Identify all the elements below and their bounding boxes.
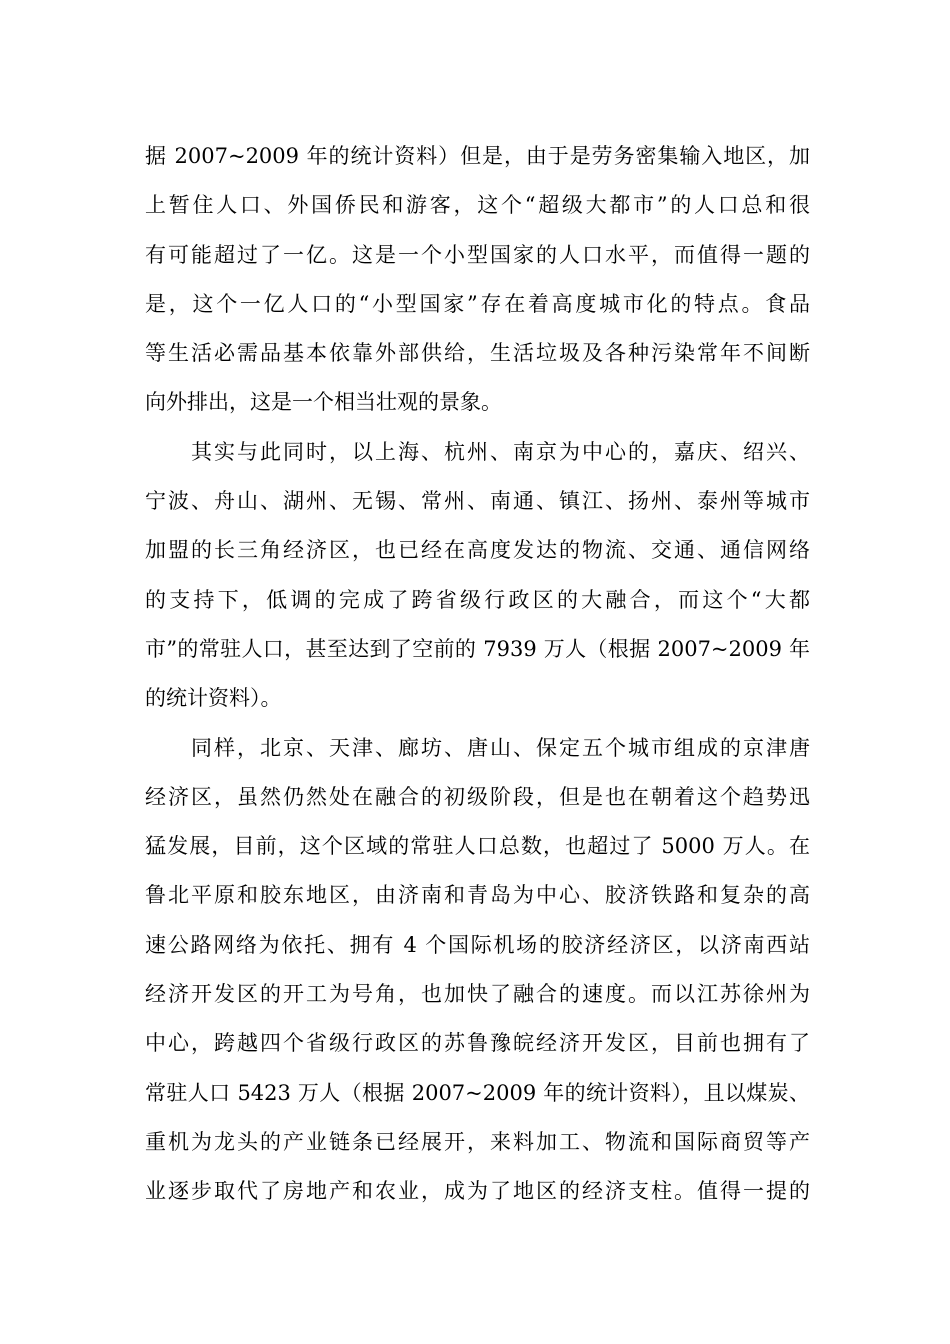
- text-line: 的统计资料）。: [145, 686, 282, 711]
- text-line: 的支持下，低调的完成了跨省级行政区的大融合，而这个“大都: [145, 587, 810, 612]
- text-line: 等生活必需品基本依靠外部供给，生活垃圾及各种污染常年不间断: [145, 341, 810, 366]
- text-line: 同样，北京、天津、廊坊、唐山、保定五个城市组成的京津唐: [145, 735, 810, 760]
- text-line: 上暂住人口、外国侨民和游客，这个“超级大都市”的人口总和很: [145, 193, 810, 218]
- text-line: 鲁北平原和胶东地区，由济南和青岛为中心、胶济铁路和复杂的高: [145, 883, 810, 908]
- paragraph-2: [145, 428, 810, 724]
- text-line: 有可能超过了一亿。这是一个小型国家的人口水平，而值得一题的: [145, 242, 810, 267]
- text-line: 猛发展，目前，这个区域的常驻人口总数，也超过了 5000 万人。在: [145, 834, 810, 859]
- paragraph-3: [145, 724, 810, 1217]
- text-line: 速公路网络为依托、拥有 4 个国际机场的胶济经济区，以济南西站: [145, 932, 810, 957]
- text-line: 据 2007~2009 年的统计资料）但是，由于是劳务密集输入地区，加: [145, 144, 810, 168]
- text-line: 向外排出，这是一个相当壮观的景象。: [145, 390, 502, 415]
- text-line: 宁波、舟山、湖州、无锡、常州、南通、镇江、扬州、泰州等城市: [145, 489, 810, 514]
- text-line: 经济区，虽然仍然处在融合的初级阶段，但是也在朝着这个趋势迅: [145, 784, 810, 809]
- document-body: [145, 132, 810, 1217]
- text-line: 重机为龙头的产业链条已经展开，来料加工、物流和国际商贸等产: [145, 1129, 810, 1154]
- text-line: 常驻人口 5423 万人（根据 2007~2009 年的统计资料），且以煤炭、: [145, 1080, 810, 1105]
- text-line: 其实与此同时，以上海、杭州、南京为中心的，嘉庆、绍兴、: [145, 439, 810, 464]
- text-line: 市”的常驻人口，甚至达到了空前的 7939 万人（根据 2007~2009 年: [145, 636, 810, 661]
- text-line: 加盟的长三角经济区，也已经在高度发达的物流、交通、通信网络: [145, 538, 810, 563]
- paragraph-1: [145, 132, 810, 428]
- text-line: 中心，跨越四个省级行政区的苏鲁豫皖经济开发区，目前也拥有了: [145, 1031, 810, 1056]
- text-line: 是，这个一亿人口的“小型国家”存在着高度城市化的特点。食品: [145, 291, 810, 316]
- text-line: 业逐步取代了房地产和农业，成为了地区的经济支柱。值得一提的: [145, 1179, 810, 1204]
- text-line: 经济开发区的开工为号角，也加快了融合的速度。而以江苏徐州为: [145, 982, 810, 1007]
